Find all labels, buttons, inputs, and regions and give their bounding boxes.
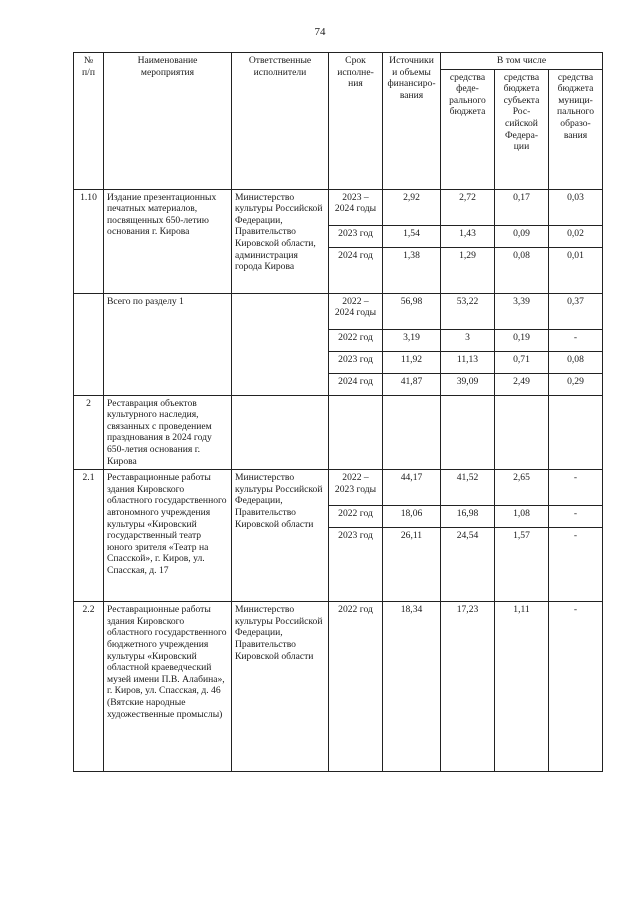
row-name: Реставрационные работы здания Кировского областного государственного автономного учреждения культуры «Кировский государственный театр юного зрителя «Театр на Спасской», г. Киров, ул. Спасская, д. 17 [104,470,232,602]
cell-municipal: - [549,602,603,772]
cell-subject: 1,57 [495,528,549,602]
cell-total: 56,98 [383,293,441,329]
row-executors: Министерство культуры Российской Федерации, Правительство Кировской области [232,470,329,602]
cell-term: 2022 год [329,506,383,528]
row-number: 2.2 [74,602,104,772]
cell-municipal: 0,08 [549,351,603,373]
cell-subject: 0,19 [495,329,549,351]
row-number [74,293,104,395]
header-municipal: средства бюджета муници- пального образо- вания [549,69,603,189]
cell-term: 2023 – 2024 годы [329,189,383,225]
cell-subject: 2,49 [495,373,549,395]
cell-total: 1,54 [383,225,441,247]
cell-municipal: 0,02 [549,225,603,247]
header-including: В том числе [441,53,603,70]
cell-federal: 24,54 [441,528,495,602]
row-executors [232,293,329,395]
cell-municipal: 0,01 [549,247,603,293]
cell-federal: 3 [441,329,495,351]
cell-federal: 1,43 [441,225,495,247]
cell-federal: 16,98 [441,506,495,528]
row-executors [232,395,329,470]
cell-municipal: - [549,506,603,528]
cell-federal: 17,23 [441,602,495,772]
cell-municipal: - [549,470,603,506]
cell-term: 2022 – 2023 годы [329,470,383,506]
cell-municipal: - [549,329,603,351]
finance-table [73,52,603,772]
cell-total: 1,38 [383,247,441,293]
row-executors: Министерство культуры Российской Федерации, Правительство Кировской области, администрация города Кирова [232,189,329,293]
table-row [74,293,603,329]
cell-total: 18,06 [383,506,441,528]
cell-total: 41,87 [383,373,441,395]
cell-term: 2023 год [329,225,383,247]
cell-total [383,395,441,470]
cell-term: 2022 год [329,329,383,351]
table-row [74,602,603,772]
cell-municipal: 0,37 [549,293,603,329]
header-executors: Ответственные исполнители [232,53,329,190]
cell-subject: 0,71 [495,351,549,373]
cell-subject: 2,65 [495,470,549,506]
header-sources: Источники и объемы финансиро- вания [383,53,441,190]
cell-municipal [549,395,603,470]
header-term: Срок исполне- ния [329,53,383,190]
cell-term: 2023 год [329,528,383,602]
cell-subject: 3,39 [495,293,549,329]
row-name: Реставрационные работы здания Кировского областного государственного бюджетного учреждения культуры «Кировский областной краеведческий музей имени П.В. Алабина», г. Киров, ул. Спасская, д. 46 (Вятские народные художественные промыслы) [104,602,232,772]
cell-term: 2022 – 2024 годы [329,293,383,329]
table-row [74,470,603,506]
cell-total: 18,34 [383,602,441,772]
cell-total: 26,11 [383,528,441,602]
row-number: 2 [74,395,104,470]
header-num: № п/п [74,53,104,190]
row-name: Издание презентационных печатных материалов, посвященных 650-летию основания г. Кирова [104,189,232,293]
cell-subject: 0,08 [495,247,549,293]
cell-federal: 1,29 [441,247,495,293]
cell-federal: 41,52 [441,470,495,506]
cell-subject [495,395,549,470]
cell-subject: 0,17 [495,189,549,225]
cell-subject: 1,11 [495,602,549,772]
cell-term: 2023 год [329,351,383,373]
header-subject: средства бюджета субъекта Рос- сийской Федера- ции [495,69,549,189]
row-name: Реставрация объектов культурного наследия, связанных с проведением празднования в 2024 году 650-летия основания г. Кирова [104,395,232,470]
cell-total: 11,92 [383,351,441,373]
cell-federal: 39,09 [441,373,495,395]
cell-federal: 11,13 [441,351,495,373]
row-number: 1.10 [74,189,104,293]
row-executors: Министерство культуры Российской Федерации, Правительство Кировской области [232,602,329,772]
cell-subject: 1,08 [495,506,549,528]
cell-municipal: 0,03 [549,189,603,225]
cell-term: 2024 год [329,373,383,395]
header-federal: средства феде- рального бюджета [441,69,495,189]
row-number: 2.1 [74,470,104,602]
cell-federal: 53,22 [441,293,495,329]
cell-municipal: 0,29 [549,373,603,395]
row-name: Всего по разделу 1 [104,293,232,395]
cell-term: 2024 год [329,247,383,293]
cell-term: 2022 год [329,602,383,772]
cell-term [329,395,383,470]
cell-total: 3,19 [383,329,441,351]
table-row [74,395,603,470]
cell-total: 2,92 [383,189,441,225]
page-number: 74 [314,26,326,38]
header-name: Наименование мероприятия [104,53,232,190]
cell-federal [441,395,495,470]
cell-municipal: - [549,528,603,602]
table-row [74,189,603,225]
cell-total: 44,17 [383,470,441,506]
cell-federal: 2,72 [441,189,495,225]
cell-subject: 0,09 [495,225,549,247]
